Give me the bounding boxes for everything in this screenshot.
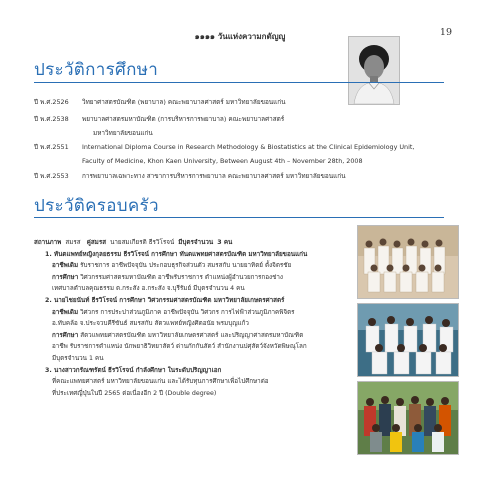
child-heading: 1. ทันตแพทย์หญิงกุลยธรรม ธีรวิโรจน์ การศึกษา ทันตแพทยศาสตรบัณฑิต มหาวิทยาลัยขอนแก่น [45,250,308,258]
child-heading: 3. นางสาวกรัณฑรัตน์ ธีรวิโรจน์ กำลังศึกษา ในระดับปริญญาเอก [45,366,222,374]
child-heading: 2. นายไชยนันท์ ธีรวิโรจน์ การศึกษา วิศวกรรมศาสตรบัณฑิต มหาวิทยาลัยเกษตรศาสตร์ [45,296,285,304]
child-line: มีบุตรจำนวน 1 คน [52,354,104,362]
uniform-group-photo [357,303,459,377]
child-line: อาชีพเดิม วิศวกร การประปาส่วนภูมิภาค อาชีพปัจจุบัน วิศวกร การไฟฟ้าส่วนภูมิภาคพิจิตร [52,308,295,316]
child-line: อ.ทับคล้อ จ.ประจวบคีรีขันธ์ สมรสกับ สัตวแพทย์หญิงศิตอนัย พรมบุญแก้ว [52,320,249,328]
education-desc: International Diploma Course in Research Methodology & Biostatistics at the Clinical Epidemiology Unit, [82,143,415,151]
education-desc: วิทยาศาสตรบัณฑิต (พยาบาล) คณะพยาบาลศาสตร์ มหาวิทยาลัยขอนแก่น [82,98,286,106]
education-rule [34,82,444,83]
family-rule [34,217,444,218]
family-summary: สถานภาพ สมรส คู่สมรส นายสมเกียรติ ธีรวิโรจน์ มีบุตรจำนวน 3 คน [34,239,233,246]
child-line: เทศบาลตำบลคุณธรรม ต.กระสัง อ.กระสัง จ.บุรีรัมย์ มีบุตรจำนวน 4 คน [52,285,245,293]
education-year: ปี พ.ศ.2551 [34,143,69,151]
child-line: ที่ประเทศญี่ปุ่นในปี 2565 ต่อเนื่องอีก 2 ปี (Double degree) [52,389,217,397]
portrait-photo [348,36,400,105]
education-year: ปี พ.ศ.2526 [34,98,69,106]
family-details [34,237,354,399]
education-year: ปี พ.ศ.2553 [34,172,69,180]
nurses-group-photo [357,225,459,299]
education-desc: มหาวิทยาลัยขอนแก่น [93,129,153,137]
education-desc: การพยาบาลเฉพาะทาง สาขาการบริหารการพยาบาล คณะพยาบาลศาสตร์ มหาวิทยาลัยขอนแก่น [82,172,346,180]
child-line: อาชีพ รับราชการตำแหน่ง นักพยาธิวิทยาสัตว์ ด่านกักกันสัตว์ สำนักงานปศุสัตว์จังหวัดพิษณุโลก [52,343,307,351]
family-group-photo [357,381,459,455]
education-desc: Faculty of Medicine, Khon Kaen University, Between August 4th – November 28th, 2008 [82,157,363,165]
child-line: ที่คณะแพทยศาสตร์ มหาวิทยาลัยขอนแก่น และได้รับทุนการศึกษาเพื่อไปศึกษาต่อ [52,378,269,386]
education-title: ประวัติการศึกษา [34,60,159,80]
child-line: การศึกษา วิศวกรรมศาสตรมหาบัณฑิต อาชีพรับราชการ ตำแหน่งผู้อำนวยการกองช่าง [52,273,283,281]
child-line: การศึกษา สัตวแพทยศาสตรบัณฑิต มหาวิทยาลัยเกษตรศาสตร์ และปริญญาศาสตรมหาบัณฑิต [52,331,304,339]
education-year: ปี พ.ศ.2538 [34,115,69,123]
family-title: ประวัติครอบครัว [34,196,159,216]
education-desc: พยาบาลศาสตรมหาบัณฑิต (การบริหารการพยาบาล) คณะพยาบาลศาสตร์ [82,115,285,123]
running-title: ๑๑๑๑ วันแห่งความกตัญญู [194,32,286,41]
page-number: 19 [439,27,452,38]
child-line: อาชีพเดิม รับราชการ อาชีพปัจจุบัน ประกอบธุรกิจส่วนตัว สมรสกับ นายยาทิตย์ ตั้งจิตรชัย [52,262,292,270]
